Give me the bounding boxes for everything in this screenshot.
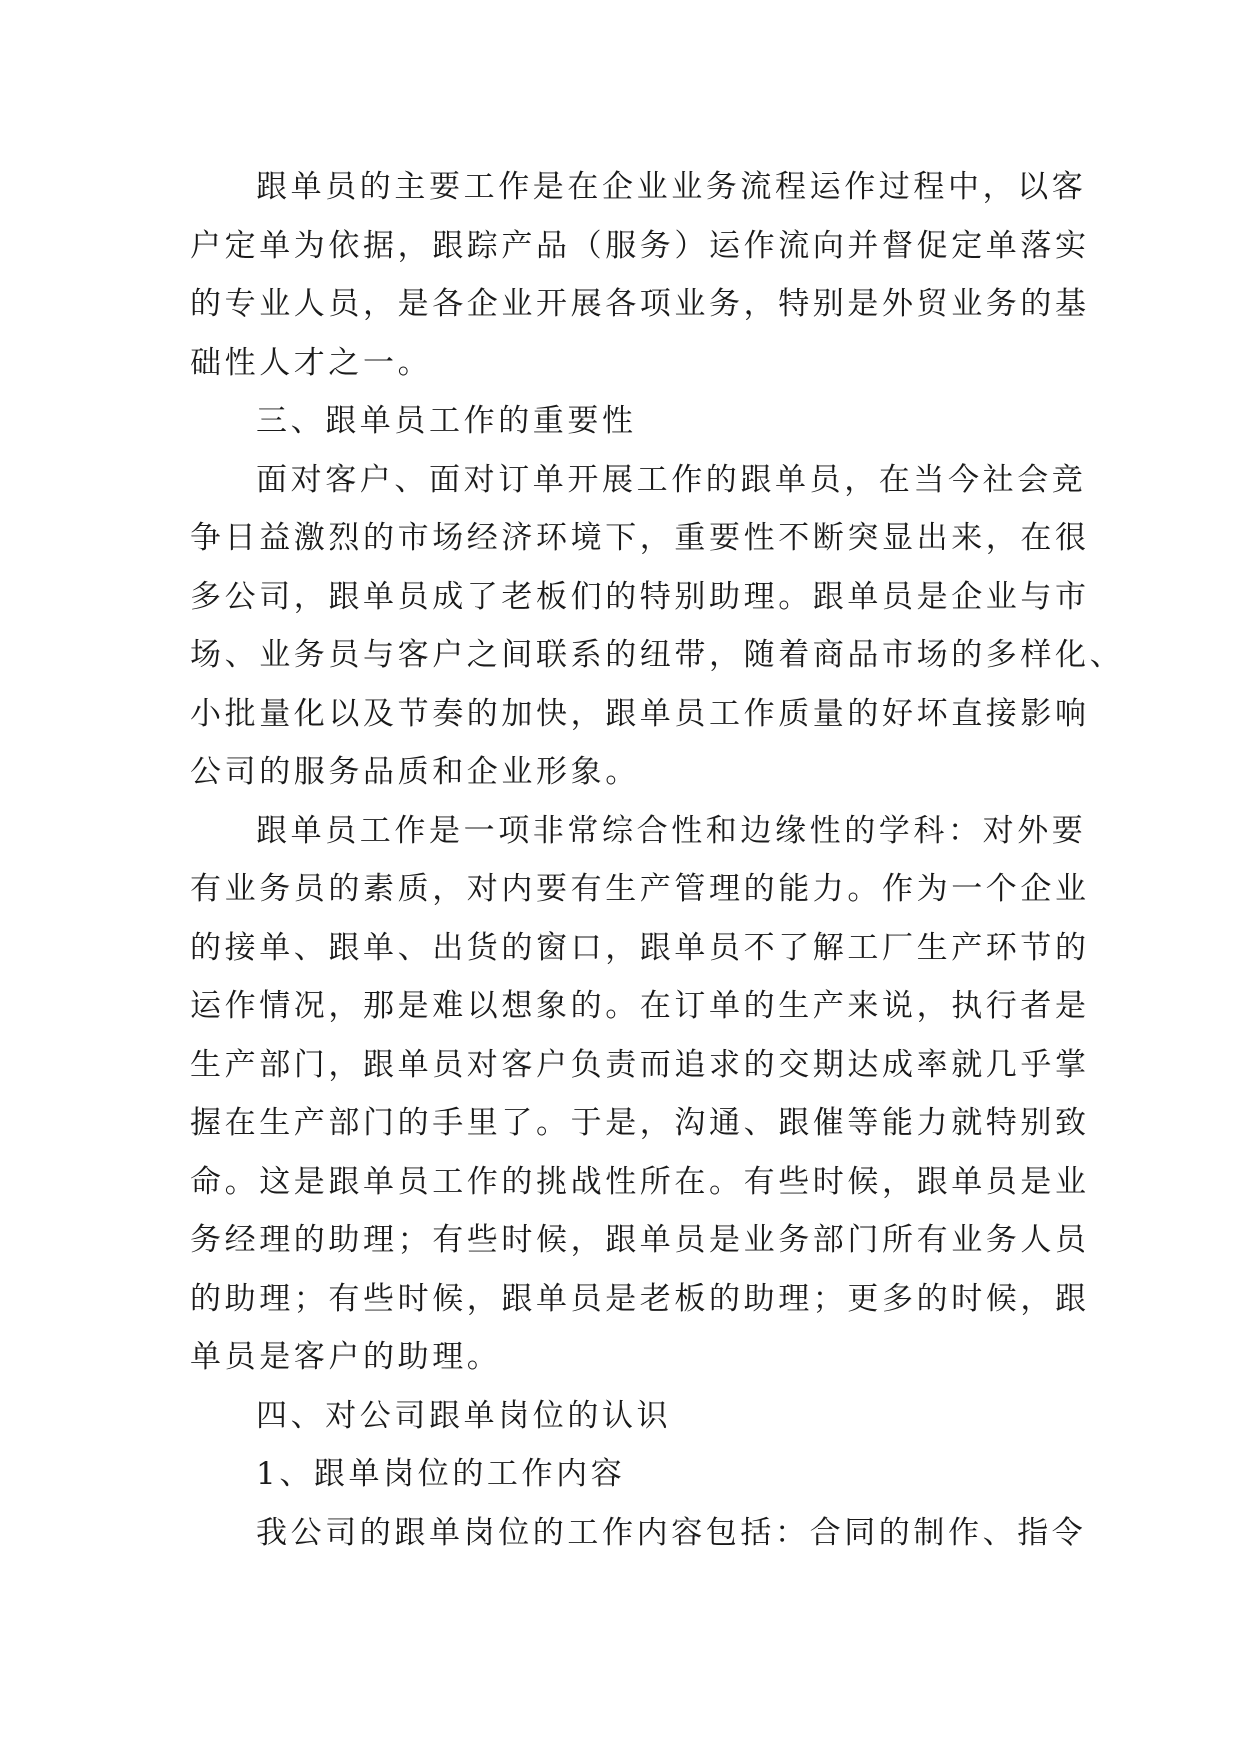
- paragraph-line: 的接单、跟单、出货的窗口，跟单员不了解工厂生产环节的: [190, 929, 1090, 966]
- document-body: [190, 158, 1125, 1562]
- paragraph-line: 场、业务员与客户之间联系的纽带，随着商品市场的多样化、: [190, 637, 1125, 673]
- section-heading: 三、跟单员工作的重要性: [256, 403, 637, 439]
- paragraph-line: 有业务员的素质，对内要有生产管理的能力。作为一个企业: [190, 871, 1090, 907]
- paragraph-line: 单员是客户的助理。: [190, 1339, 502, 1375]
- paragraph-line: 户定单为依据，跟踪产品（服务）运作流向并督促定单落实: [190, 227, 1090, 264]
- paragraph-line: 握在生产部门的手里了。于是，沟通、跟催等能力就特别致: [190, 1105, 1090, 1141]
- paragraph-line: 运作情况，那是难以想象的。在订单的生产来说，执行者是: [190, 988, 1090, 1024]
- paragraph-line: 争日益激烈的市场经济环境下，重要性不断突显出来，在很: [190, 520, 1090, 556]
- paragraph-line: 础性人才之一。: [190, 344, 433, 381]
- paragraph-line: 跟单员的主要工作是在企业业务流程运作过程中，以客: [256, 169, 1087, 205]
- subsection-heading: 1、跟单岗位的工作内容: [256, 1456, 626, 1492]
- paragraph-line: 我公司的跟单岗位的工作内容包括：合同的制作、指令: [256, 1514, 1087, 1551]
- paragraph-line: 跟单员工作是一项非常综合性和边缘性的学科：对外要: [256, 812, 1087, 849]
- paragraph-line: 公司的服务品质和企业形象。: [190, 754, 640, 790]
- paragraph-line: 小批量化以及节奏的加快，跟单员工作质量的好坏直接影响: [190, 695, 1090, 732]
- paragraph-line: 面对客户、面对订单开展工作的跟单员，在当今社会竞: [256, 461, 1087, 498]
- paragraph-line: 务经理的助理；有些时候，跟单员是业务部门所有业务人员: [190, 1222, 1090, 1258]
- paragraph-line: 的专业人员，是各企业开展各项业务，特别是外贸业务的基: [190, 286, 1090, 322]
- paragraph-line: 命。这是跟单员工作的挑战性所在。有些时候，跟单员是业: [190, 1163, 1090, 1200]
- paragraph-line: 多公司，跟单员成了老板们的特别助理。跟单员是企业与市: [190, 578, 1090, 615]
- paragraph-line: 的助理；有些时候，跟单员是老板的助理；更多的时候，跟: [190, 1280, 1090, 1317]
- paragraph-line: 生产部门，跟单员对客户负责而追求的交期达成率就几乎掌: [190, 1046, 1090, 1083]
- section-heading: 四、对公司跟单岗位的认识: [256, 1397, 672, 1434]
